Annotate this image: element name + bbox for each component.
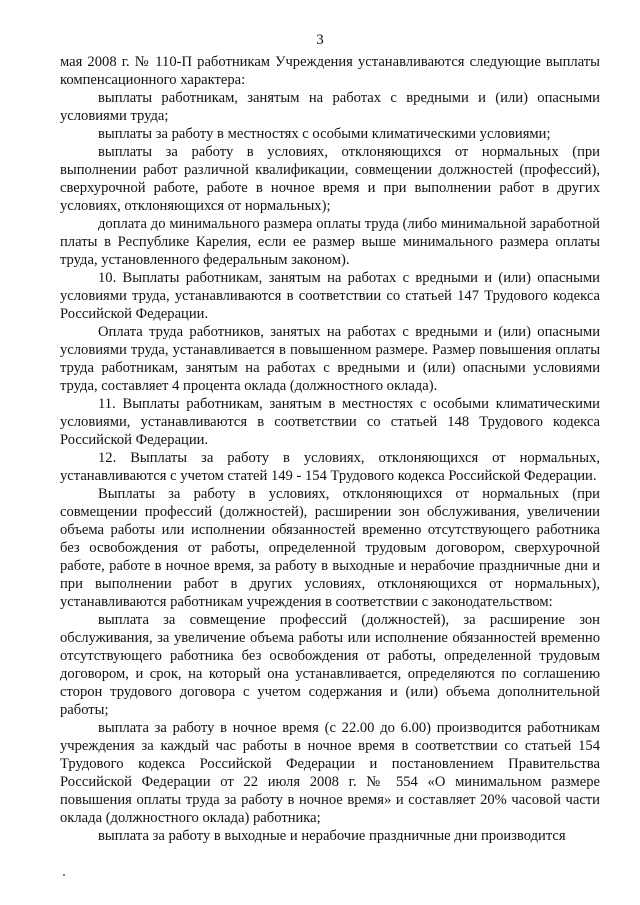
paragraph: выплата за работу в выходные и нерабочие праздничные дни производится bbox=[98, 828, 566, 844]
paragraph: выплата за совмещение профессий (должностей), за расширение зон обслуживания, за увеличение объема работы или исполнение обязанностей временно отсутствующего работника без освобождения от работы, определенной трудовым договором, и срок, на который она устанавливается, определяются по соглашению сторон трудового договора с учетом содержания и (или) объема дополнительной работы; bbox=[60, 612, 600, 718]
paragraph: выплата за работу в ночное время (с 22.00 до 6.00) производится работникам учреждения за каждый час работы в ночное время в соответствии со статьей 154 Трудового кодекса Российской Федерации и постановлением Правительства Российской Федерации от 22 июля 2008 г. № 554 «О минимальном размере повышения оплаты труда за работу в ночное время» и составляет 20% часовой части оклада (должностного оклада) работника; bbox=[60, 720, 600, 826]
paragraph: 12. Выплаты за работу в условиях, отклоняющихся от нормальных, устанавливаются с учетом статей 149 - 154 Трудового кодекса Российской Федерации. bbox=[60, 450, 600, 484]
paragraph: выплаты работникам, занятым на работах с вредными и (или) опасными условиями труда; bbox=[60, 90, 600, 124]
document-body bbox=[60, 53, 600, 845]
paragraph: доплата до минимального размера оплаты труда (либо минимальной заработной платы в Республике Карелия, если ее размер выше минимального размера оплаты труда, установленного федеральным законом). bbox=[60, 216, 600, 268]
page-number: 3 bbox=[316, 32, 324, 48]
paragraph: 11. Выплаты работникам, занятым в местностях с особыми климатическими условиями, устанавливаются в соответствии со статьей 148 Трудового кодекса Российской Федерации. bbox=[60, 396, 600, 448]
paragraph: Оплата труда работников, занятых на работах с вредными и (или) опасными условиями труда, устанавливается в повышенном размере. Размер повышения оплаты труда работникам, занятым на работах с вредными и (или) опасными условиями труда, составляет 4 процента оклада (должностного оклада). bbox=[60, 324, 600, 394]
paragraph: мая 2008 г. № 110-П работникам Учреждения устанавливаются следующие выплаты компенсационного характера: bbox=[60, 54, 600, 88]
paragraph: 10. Выплаты работникам, занятым на работах с вредными и (или) опасными условиями труда, устанавливаются в соответствии со статьей 147 Трудового кодекса Российской Федерации. bbox=[60, 270, 600, 322]
paragraph: выплаты за работу в местностях с особыми климатическими условиями; bbox=[98, 126, 551, 142]
scan-speck bbox=[63, 874, 65, 876]
paragraph: Выплаты за работу в условиях, отклоняющихся от нормальных (при совмещении профессий (должностей), расширении зон обслуживания, увеличении объема работы или исполнении обязанностей временно отсутствующего работника без освобождения от работы, определенной трудовым договором, сверхурочной работе, работе в ночное время, за работу в выходные и нерабочие праздничные дни и при выполнении работ в других условиях, отклоняющихся от нормальных), устанавливаются работникам учреждения в соответствии с законодательством: bbox=[60, 486, 600, 610]
paragraph: выплаты за работу в условиях, отклоняющихся от нормальных (при выполнении работ различной квалификации, совмещении должностей (профессий), сверхурочной работе, работе в ночное время и при выполнении работ в других условиях, отклоняющихся от нормальных); bbox=[60, 144, 600, 214]
